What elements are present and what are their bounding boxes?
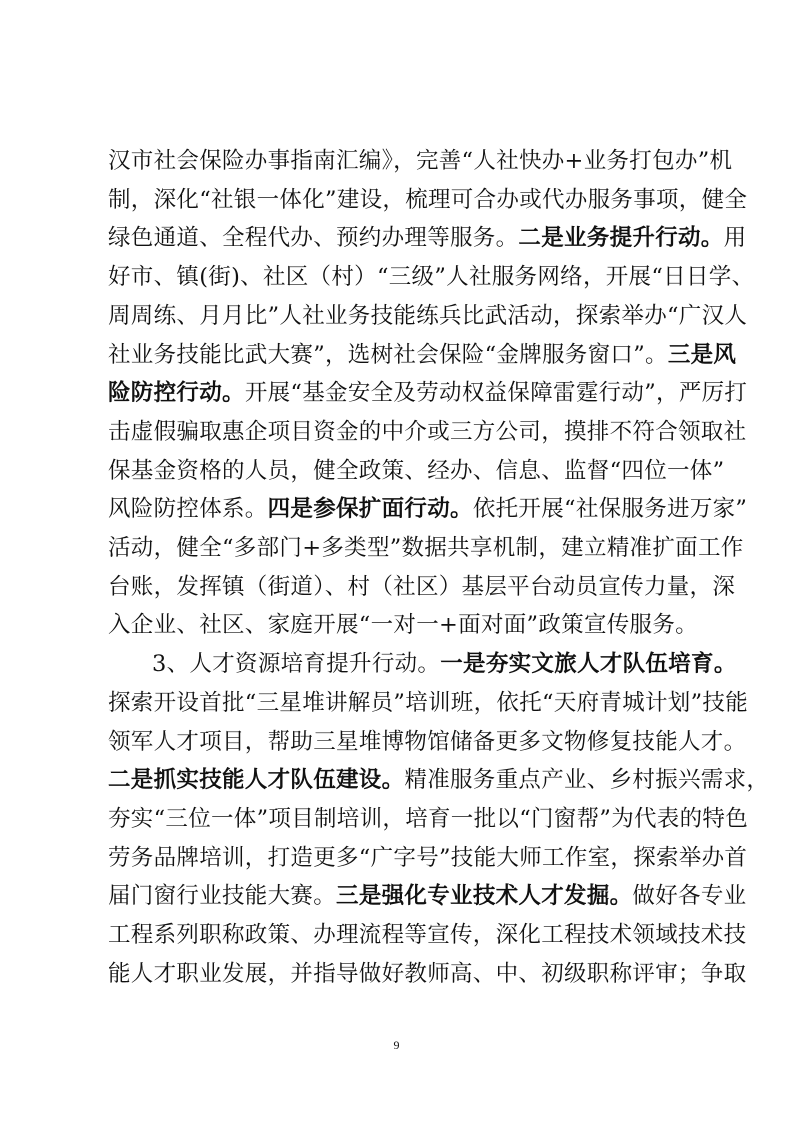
text-line (108, 804, 749, 834)
text-run: 精准服务重点产业、乡村振兴需求， (404, 767, 770, 794)
text-run: 夯实“三位一体”项目制培训，培育一批以“门窗帮”为代表的特色 (108, 805, 749, 832)
text-run: 入企业、社区、家庭开展“一对一+面对面”政策宣传服务。 (108, 612, 698, 639)
text-line (152, 649, 737, 679)
text-line (108, 610, 698, 640)
text-line (108, 572, 736, 602)
text-line (108, 920, 747, 950)
text-line (108, 494, 748, 524)
text-line (108, 456, 725, 486)
text-run: 好市、镇(街)、社区（村）“三级”人社服务网络，开展“日日学、 (108, 264, 755, 291)
text-run: 台账，发挥镇（街道）、村（社区）基层平台动员宣传力量，深 (108, 573, 736, 600)
text-run: 周周练、月月比”人社业务技能练兵比武活动，探索举办“广汉人 (108, 302, 748, 329)
bold-heading-phrase: 三是强化专业技术人才发掘。 (336, 883, 633, 910)
text-run: 击虚假骗取惠企项目资金的中介或三方公司，摸排不符合领取社 (108, 418, 747, 445)
text-run: 3、人才资源培育提升行动。 (152, 651, 441, 678)
bold-heading-phrase: 二是业务提升行动。 (518, 225, 724, 252)
text-line (108, 262, 755, 292)
text-run: 社业务技能比武大赛”，选树社会保险“金牌服务窗口”。 (108, 341, 668, 368)
text-run: 劳务品牌培训，打造更多“广字号”技能大师工作室，探索举办首 (108, 844, 748, 871)
text-run: 届门窗行业技能大赛。 (108, 883, 337, 910)
text-line (108, 340, 737, 370)
text-line (108, 378, 748, 408)
text-run: 保基金资格的人员，健全政策、经办、信息、监督“四位一体” (108, 457, 725, 484)
text-run: 活动，健全“多部门+多类型”数据共享机制，建立精准扩面工作 (108, 535, 744, 561)
text-run: 绿色通道、全程代办、预约办理等服务。 (108, 225, 519, 252)
text-line (108, 843, 748, 873)
text-run: 做好各专业 (632, 883, 747, 910)
text-line (108, 301, 748, 331)
bold-heading-phrase: 险防控行动。 (108, 380, 245, 407)
text-line (108, 765, 770, 795)
text-line (108, 146, 733, 176)
page-number: 9 (393, 1038, 400, 1052)
text-run: 工程系列职称政策、办理流程等宣传，深化工程技术领域技术技 (108, 922, 747, 948)
text-run: 制，深化“社银一体化”建设，梳理可合办或代办服务事项，健全 (108, 186, 748, 213)
text-run: 用 (723, 225, 747, 252)
text-run: 依托开展“社保服务进万家” (472, 496, 748, 523)
text-run: 能人才职业发展，并指导做好教师高、中、初级职称评审；争取 (108, 960, 747, 987)
text-run: 探索开设首批“三星堆讲解员”培训班，依托“天府青城计划”技能 (108, 689, 749, 716)
text-line (108, 959, 747, 989)
text-run: 领军人才项目，帮助三星堆博物馆储备更多文物修复技能人才。 (108, 728, 747, 755)
text-line (108, 223, 747, 253)
text-run: 风险防控体系。 (108, 496, 268, 523)
text-run: 汉市社会保险办事指南汇编》，完善“人社快办+业务打包办”机 (108, 148, 733, 174)
text-line (108, 881, 747, 911)
bold-heading-phrase: 二是抓实技能人才队伍建设。 (108, 767, 405, 794)
bold-heading-phrase: 一是夯实文旅人才队伍培育。 (440, 651, 737, 678)
text-line (108, 688, 749, 718)
text-line (108, 533, 744, 563)
text-run: 开展“基金安全及劳动权益保障雷霆行动”，严厉打 (244, 380, 748, 407)
bold-heading-phrase: 三是风 (667, 341, 737, 368)
text-line (108, 185, 748, 215)
text-line (108, 417, 747, 447)
text-line (108, 727, 747, 757)
bold-heading-phrase: 四是参保扩面行动。 (267, 496, 473, 523)
